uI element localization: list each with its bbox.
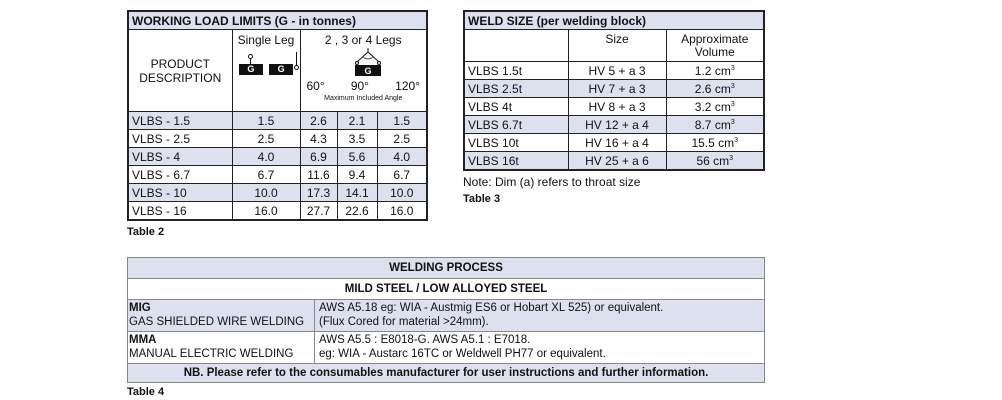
angle-90-cell: 22.6 — [337, 202, 377, 221]
process-name: MANUAL ELECTRIC WELDING — [129, 348, 294, 360]
table-row — [464, 98, 764, 116]
single-leg-cell: 4.0 — [232, 148, 300, 166]
volume-cell: 8.7 $cm^3$ — [666, 116, 764, 134]
single-leg-cell: 6.7 — [232, 166, 300, 184]
table-row — [128, 130, 427, 148]
column-header-single-leg — [232, 30, 300, 112]
table-title: WORKING LOAD LIMITS (G - in tonnes) — [128, 11, 427, 30]
angle-90-cell: 14.1 — [337, 184, 377, 202]
column-header-multi-leg — [300, 30, 427, 112]
angle-90-cell: 2.1 — [337, 112, 377, 130]
consumable-cell — [315, 300, 765, 332]
table-2-caption: Table 2 — [127, 226, 165, 238]
single-leg-cell: 1.5 — [232, 112, 300, 130]
consumable-line: eg: WIA - Austarc 16TC or Weldwell PH77 or equivalent. — [319, 348, 606, 360]
table-row — [128, 112, 427, 130]
consumable-line: AWS A5.18 eg: WIA - Austmig ES6 or Hobart XL 525) or equivalent. — [319, 302, 664, 314]
table-row — [128, 300, 765, 332]
product-cell: VLBS 10t — [464, 134, 568, 152]
angle-60-cell: 4.3 — [300, 130, 337, 148]
table-4-caption: Table 4 — [127, 386, 165, 398]
single-leg-cell: 2.5 — [232, 130, 300, 148]
single-leg-cell: 10.0 — [232, 184, 300, 202]
angle-120-cell: 10.0 — [377, 184, 427, 202]
product-cell: VLBS 2.5t — [464, 80, 568, 98]
column-header-size: Size — [568, 30, 666, 62]
table-title: WELD SIZE (per welding block) — [464, 11, 764, 30]
volume-cell: 56 $cm^3$ — [666, 152, 764, 171]
throat-size-note: Note: Dim (a) refers to throat size — [463, 175, 641, 189]
process-name: GAS SHIELDED WIRE WELDING — [129, 316, 305, 328]
table-row — [128, 332, 765, 364]
volume-cell: 15.5 $cm^3$ — [666, 134, 764, 152]
column-header-product — [464, 30, 568, 62]
table-row — [464, 80, 764, 98]
consumable-cell — [315, 332, 765, 364]
header-label: 2 , 3 or 4 Legs — [324, 33, 402, 47]
product-cell: VLBS 1.5t — [464, 62, 568, 80]
angle-120-cell: 4.0 — [377, 148, 427, 166]
angle-60-cell: 11.6 — [300, 166, 337, 184]
process-code: MMA — [129, 334, 157, 346]
angle-120-cell: 1.5 — [377, 112, 427, 130]
angle-120-cell: 16.0 — [377, 202, 427, 221]
size-cell: HV 25 + a 6 — [568, 152, 666, 171]
volume-cell: 3.2 $cm^3$ — [666, 98, 764, 116]
single-leg-side-lift-icon: G — [269, 64, 293, 75]
angle-120-label: 120° — [395, 79, 420, 93]
product-cell: VLBS - 4 — [128, 148, 232, 166]
welding-process-table — [127, 257, 765, 383]
table-3-caption: Table 3 — [463, 193, 501, 205]
volume-cell: 1.2 $cm^3$ — [666, 62, 764, 80]
table-row — [464, 62, 764, 80]
multi-leg-lift-icon — [301, 47, 427, 77]
product-cell: VLBS 4t — [464, 98, 568, 116]
column-header-volume: Approximate Volume — [666, 30, 764, 62]
table-row — [128, 184, 427, 202]
consumable-line: (Flux Cored for material >24mm). — [319, 316, 489, 328]
size-cell: HV 12 + a 4 — [568, 116, 666, 134]
table-footer-note: NB. Please refer to the consumables manufacturer for user instructions and further information. — [128, 364, 765, 383]
angle-60-cell: 2.6 — [300, 112, 337, 130]
angle-60-label: 60° — [306, 79, 325, 93]
product-cell: VLBS - 10 — [128, 184, 232, 202]
weld-size-table — [463, 10, 765, 171]
table-row — [128, 202, 427, 221]
working-load-limits-table — [127, 10, 428, 221]
size-cell: HV 8 + a 3 — [568, 98, 666, 116]
angle-90-cell: 9.4 — [337, 166, 377, 184]
angle-60-cell: 17.3 — [300, 184, 337, 202]
product-cell: VLBS - 16 — [128, 202, 232, 221]
size-cell: HV 16 + a 4 — [568, 134, 666, 152]
size-cell: HV 5 + a 3 — [568, 62, 666, 80]
svg-text:G: G — [363, 66, 372, 76]
table-title: WELDING PROCESS — [128, 258, 765, 279]
column-header-product — [128, 30, 232, 112]
product-cell: VLBS - 6.7 — [128, 166, 232, 184]
volume-cell: 2.6 $cm^3$ — [666, 80, 764, 98]
table-row — [128, 148, 427, 166]
angle-90-label: 90° — [350, 79, 369, 93]
angle-60-cell: 27.7 — [300, 202, 337, 221]
process-cell — [128, 332, 315, 364]
table-row — [464, 152, 764, 171]
product-cell: VLBS - 1.5 — [128, 112, 232, 130]
angle-120-cell: 6.7 — [377, 166, 427, 184]
angle-120-cell: 2.5 — [377, 130, 427, 148]
table-row — [464, 116, 764, 134]
product-cell: VLBS - 2.5 — [128, 130, 232, 148]
single-leg-top-lift-icon: G — [239, 64, 263, 75]
angle-90-cell: 5.6 — [337, 148, 377, 166]
table-row — [128, 166, 427, 184]
header-label: PRODUCT DESCRIPTION — [139, 56, 222, 85]
product-cell: VLBS 16t — [464, 152, 568, 171]
consumable-line: AWS A5.5 : E8018-G. AWS A5.1 : E7018. — [319, 334, 531, 346]
angle-caption: Maximum Included Angle — [324, 95, 403, 102]
size-cell: HV 7 + a 3 — [568, 80, 666, 98]
process-code: MIG — [129, 302, 151, 314]
table-subtitle: MILD STEEL / LOW ALLOYED STEEL — [128, 279, 765, 300]
product-cell: VLBS 6.7t — [464, 116, 568, 134]
angle-90-cell: 3.5 — [337, 130, 377, 148]
single-leg-cell: 16.0 — [232, 202, 300, 221]
angle-60-cell: 6.9 — [300, 148, 337, 166]
table-row — [464, 134, 764, 152]
header-label: Single Leg — [237, 33, 295, 47]
process-cell — [128, 300, 315, 332]
